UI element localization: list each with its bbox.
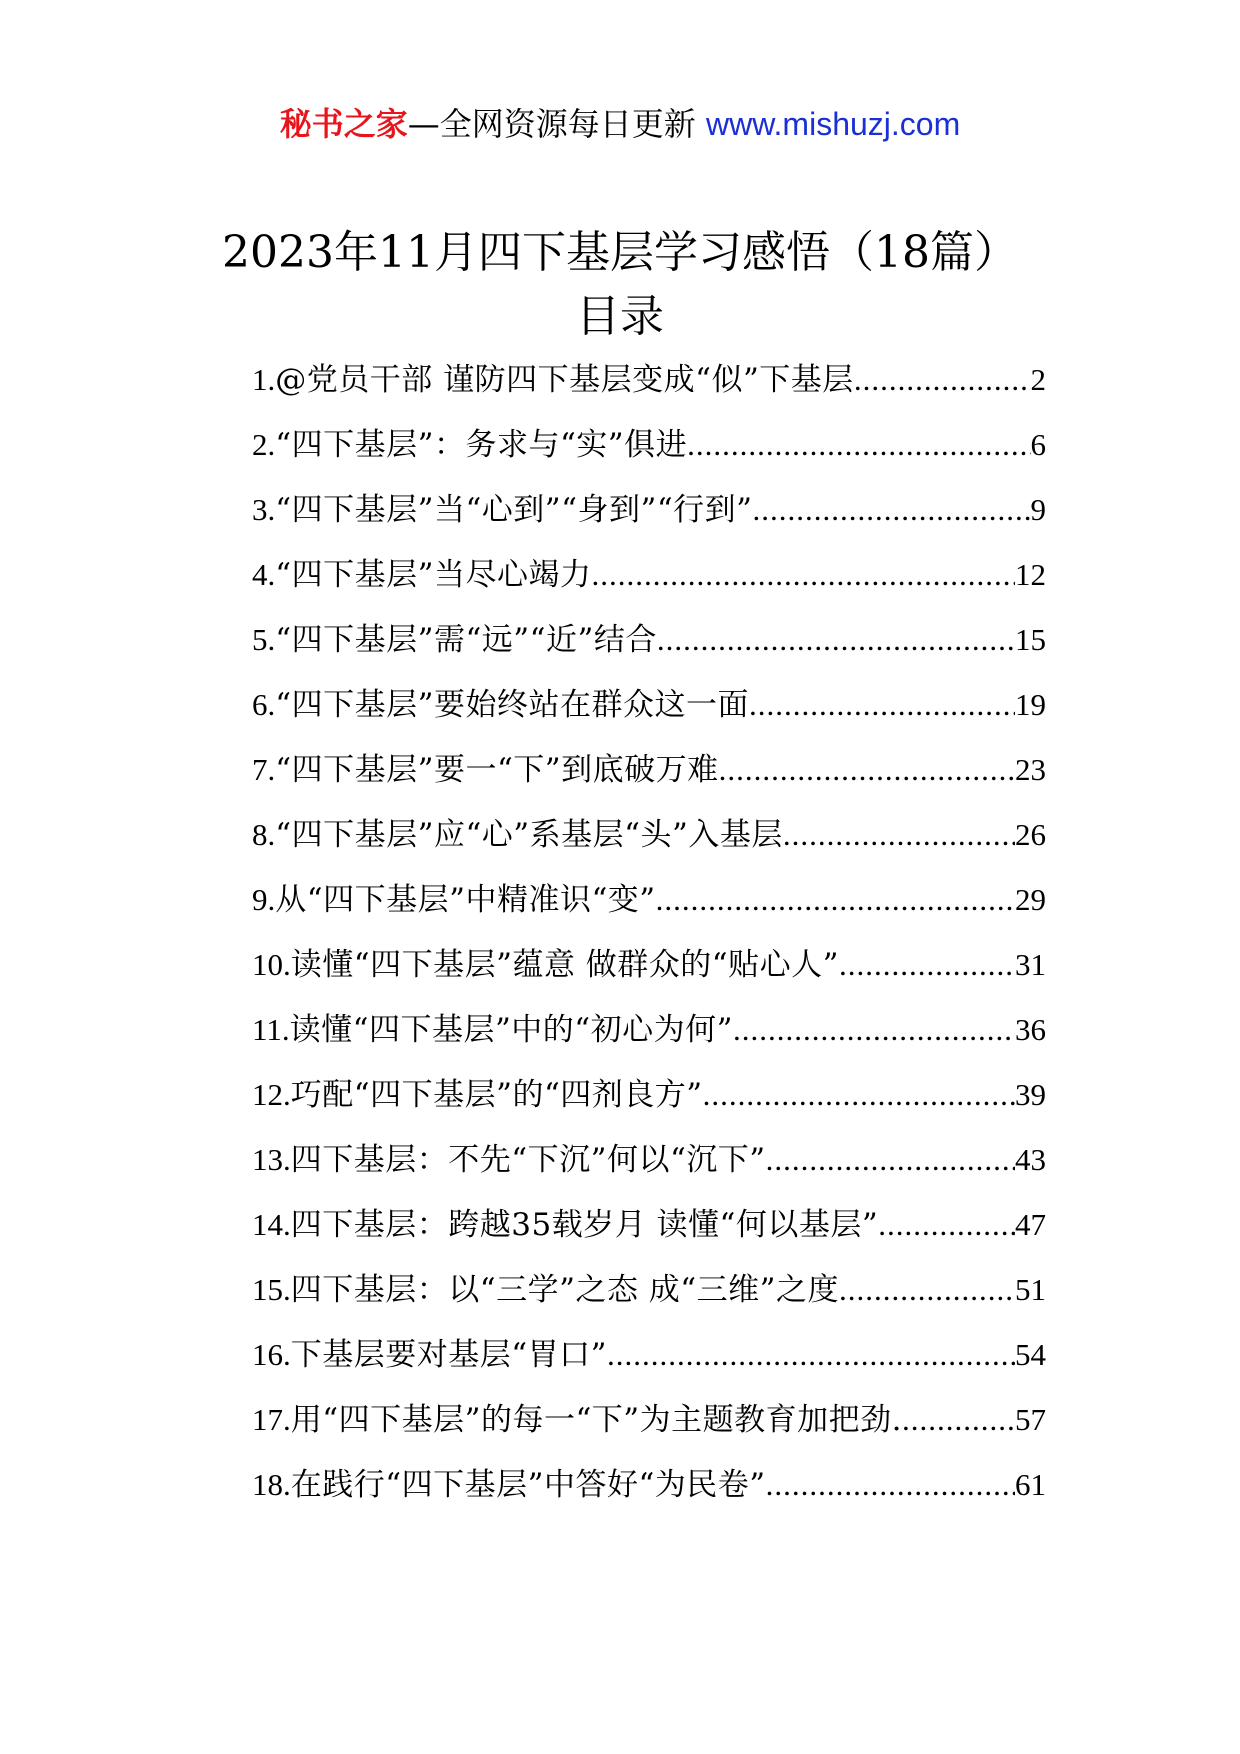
toc-leader-dots [591, 551, 1015, 599]
toc-entry-number: 5. [252, 622, 276, 657]
toc-entry-page: 6 [1030, 427, 1046, 462]
toc-entry-number: 12. [252, 1077, 291, 1112]
toc-leader-dots [687, 421, 1030, 469]
toc-entry-page: 9 [1030, 492, 1046, 527]
toc-entry[interactable] [252, 1136, 1046, 1201]
toc-entry-page: 12 [1015, 557, 1046, 592]
toc-entry-title: “四下基层”需“远”“近”结合 [275, 622, 657, 658]
toc-entry-title: 下基层要对基层“胃口” [290, 1337, 607, 1373]
toc-entry-title: 在践行“四下基层”中答好“为民卷” [290, 1467, 766, 1503]
toc-entry[interactable] [252, 681, 1046, 746]
toc-entry-title: “四下基层”当“心到”“身到”“行到” [275, 492, 753, 528]
toc-entry-title: “四下基层”：务求与“实”俱进 [275, 427, 688, 463]
toc-entry-number: 2. [252, 427, 276, 462]
toc-entry-page: 51 [1015, 1272, 1046, 1307]
toc-entry[interactable] [252, 1266, 1046, 1331]
toc-entry-number: 8. [252, 817, 276, 852]
toc-entry[interactable] [252, 1006, 1046, 1071]
toc-leader-dots [733, 1006, 1015, 1054]
toc-entry-number: 3. [252, 492, 276, 527]
toc-leader-dots [749, 681, 1015, 729]
toc-entry-number: 4. [252, 557, 276, 592]
toc-entry-title: @党员干部 谨防四下基层变成“似”下基层 [275, 362, 854, 398]
toc-entry-number: 11. [252, 1012, 290, 1047]
toc-entry[interactable] [252, 1071, 1046, 1136]
site-brand: 秘书之家 [279, 105, 408, 143]
toc-entry-page: 61 [1015, 1467, 1046, 1502]
toc-entry-page: 2 [1030, 362, 1046, 397]
toc-leader-dots [878, 1201, 1015, 1249]
toc-leader-dots [719, 746, 1015, 794]
toc-entry[interactable] [252, 1461, 1046, 1526]
toc-entry-number: 9. [252, 882, 276, 917]
toc-entry-title: 四下基层：以“三学”之态 成“三维”之度 [290, 1272, 839, 1308]
site-url-link[interactable]: www.mishuzj.com [705, 106, 961, 142]
toc-entry-title: 用“四下基层”的每一“下”为主题教育加把劲. [290, 1402, 902, 1438]
toc-leader-dots [703, 1071, 1015, 1119]
toc-entry-page: 26 [1015, 817, 1046, 852]
toc-entry-title: 四下基层：不先“下沉”何以“沉下” [290, 1142, 766, 1178]
toc-entry[interactable] [252, 1396, 1046, 1461]
toc-entry[interactable] [252, 1331, 1046, 1396]
toc-entry-page: 31 [1015, 947, 1046, 982]
toc-entry-title: 四下基层：跨越35载岁月 读懂“何以基层” [290, 1207, 879, 1243]
toc-entry[interactable] [252, 616, 1046, 681]
toc-entry[interactable] [252, 941, 1046, 1006]
toc-entry-number: 18. [252, 1467, 291, 1502]
toc-entry-page: 54 [1015, 1337, 1046, 1372]
toc-entry[interactable] [252, 486, 1046, 551]
toc-leader-dots [902, 1396, 1015, 1444]
toc-entry[interactable] [252, 876, 1046, 941]
toc-entry-title: 从“四下基层”中精准识“变” [275, 882, 656, 918]
toc-entry[interactable] [252, 356, 1046, 421]
toc-entry-title: “四下基层”要始终站在群众这一面 [275, 687, 749, 723]
toc-entry-page: 23 [1015, 752, 1046, 787]
toc-entry-page: 43 [1015, 1142, 1046, 1177]
toc-leader-dots [854, 356, 1031, 404]
toc-entry[interactable] [252, 811, 1046, 876]
toc-heading: 目录 [576, 291, 664, 342]
toc-entry-title: 读懂“四下基层”中的“初心为何” [289, 1012, 734, 1048]
toc-leader-dots [607, 1331, 1015, 1379]
site-header [0, 100, 1240, 148]
toc-entry-page: 15 [1015, 622, 1046, 657]
toc-entry-number: 16. [252, 1337, 291, 1372]
toc-entry-title: “四下基层”要一“下”到底破万难 [275, 752, 719, 788]
toc-entry-page: 36 [1015, 1012, 1046, 1047]
toc-leader-dots [753, 486, 1031, 534]
toc-entry-page: 57 [1015, 1402, 1046, 1437]
toc-entry[interactable] [252, 551, 1046, 616]
toc-leader-dots [839, 1266, 1015, 1314]
toc-entry-title: 读懂“四下基层”蕴意 做群众的“贴心人” [290, 947, 839, 983]
toc-entry-page: 39 [1015, 1077, 1046, 1112]
toc-entry-number: 13. [252, 1142, 291, 1177]
toc-entry-title: 巧配“四下基层”的“四剂良方” [290, 1077, 703, 1113]
toc-entry-title: “四下基层”应“心”系基层“头”入基层 [275, 817, 783, 853]
toc-entry-number: 15. [252, 1272, 291, 1307]
toc-entry-page: 19 [1015, 687, 1046, 722]
document-title: 2023年11月四下基层学习感悟（18篇） [222, 227, 1018, 278]
site-tagline: —全网资源每日更新 [407, 105, 706, 143]
toc-leader-dots [766, 1136, 1015, 1184]
toc-entry[interactable] [252, 746, 1046, 811]
toc-leader-dots [783, 811, 1015, 859]
toc-entry-number: 17. [252, 1402, 291, 1437]
toc-entry-number: 1. [252, 362, 276, 397]
toc-entry-number: 10. [252, 947, 291, 982]
toc-entry[interactable] [252, 1201, 1046, 1266]
toc-entry-page: 29 [1015, 882, 1046, 917]
toc-entry[interactable] [252, 421, 1046, 486]
toc-leader-dots [657, 616, 1015, 664]
toc-entry-number: 7. [252, 752, 276, 787]
toc-leader-dots [766, 1461, 1015, 1509]
toc-leader-dots [656, 876, 1015, 924]
toc-entry-page: 47 [1015, 1207, 1046, 1242]
table-of-contents [252, 356, 1046, 1526]
toc-entry-title: “四下基层”当尽心竭力 [275, 557, 592, 593]
toc-entry-number: 14. [252, 1207, 291, 1242]
toc-entry-number: 6. [252, 687, 276, 722]
toc-leader-dots [839, 941, 1015, 989]
